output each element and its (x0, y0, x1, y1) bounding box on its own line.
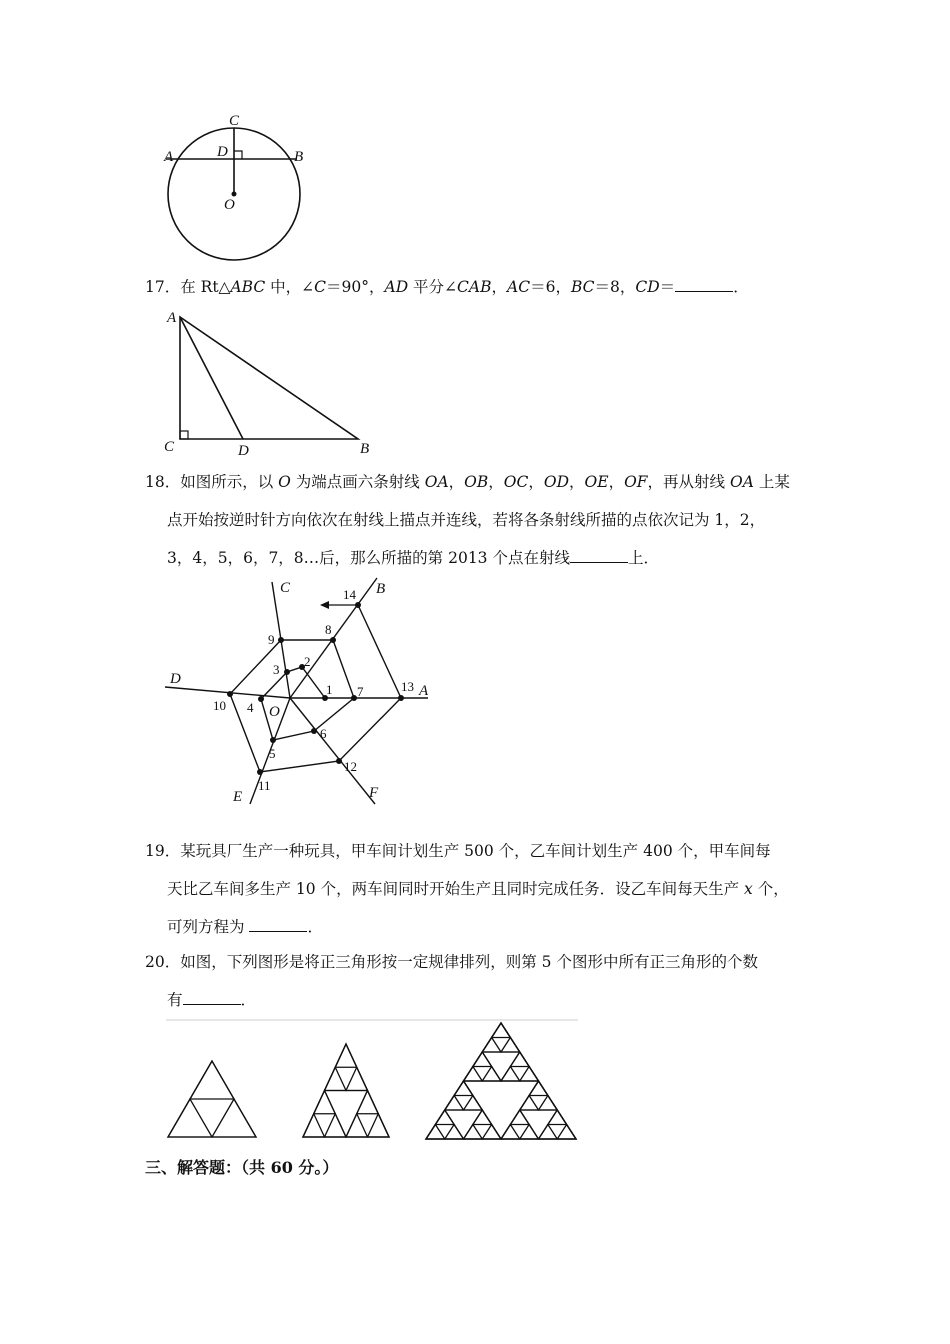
equilateral-triangle (501, 1067, 520, 1082)
q19-text: 天比乙车间多生产 10 个，两车间同时开始生产且同时完成任务．设乙车间每天生产 (167, 880, 745, 898)
equilateral-triangle (314, 1091, 336, 1114)
q20-line-2 (145, 981, 758, 1019)
equilateral-triangle (168, 1099, 212, 1137)
point-11 (257, 769, 263, 775)
equilateral-triangle (445, 1096, 464, 1111)
q19-line-1: 19．某玩具厂生产一种玩具，甲车间计划生产 500 个，乙车间计划生产 400 个，甲车间每 (145, 842, 771, 860)
q20-text: 有 (167, 991, 183, 1009)
right-angle-mark (234, 151, 242, 159)
equilateral-triangle (445, 1125, 464, 1140)
label-o: O (269, 704, 280, 720)
q18-text: ， (608, 473, 625, 491)
triangle-figure (160, 305, 380, 455)
q18-oc: OC (503, 473, 529, 491)
point-10 (227, 691, 233, 697)
q17-ac: AC (507, 278, 531, 296)
q19-x: x (744, 880, 753, 898)
pattern-stage-1 (168, 1061, 256, 1137)
q18-text: 3，4，5，6，7，8…后，那么所描的第 2013 个点在射线 (167, 549, 570, 567)
q17-text: ， (491, 278, 508, 296)
label-c: C (229, 113, 240, 129)
answer-blank-19[interactable] (249, 916, 307, 932)
equilateral-triangle (492, 1023, 511, 1038)
q17-c: C (314, 278, 327, 296)
circle-figure (160, 105, 310, 265)
equilateral-triangle (190, 1061, 234, 1099)
label-c: C (280, 580, 291, 596)
answer-blank-20[interactable] (183, 989, 241, 1005)
equilateral-triangle (539, 1125, 558, 1140)
q18-text: ， (488, 473, 504, 491)
arrow-head (320, 601, 329, 609)
q17-cab: CAB (457, 278, 492, 296)
number-6: 6 (320, 726, 327, 741)
equilateral-triangle (482, 1067, 501, 1082)
q17-line (145, 268, 749, 306)
equilateral-triangle (520, 1096, 539, 1111)
label-f: F (369, 785, 379, 801)
point-6 (311, 728, 317, 734)
equilateral-triangle (435, 1110, 454, 1125)
q19-line-2 (145, 870, 789, 908)
point-9 (278, 637, 284, 643)
q18-of: OF (624, 473, 648, 491)
q17-text: ＝6， (530, 278, 571, 296)
triangle-pattern-figure (160, 1015, 585, 1145)
number-10: 10 (213, 698, 226, 713)
point-5 (270, 737, 276, 743)
q18-line-2: 点开始按逆时针方向依次在射线上描点并连线，若将各条射线所描的点依次记为 1，2， (167, 511, 766, 529)
q19-line-3 (145, 908, 789, 946)
q18-od: OD (543, 473, 570, 491)
equilateral-triangle (464, 1125, 483, 1140)
q17-ad: AD (384, 278, 409, 296)
equilateral-triangle (501, 1125, 520, 1140)
point-8 (330, 637, 336, 643)
point-4 (258, 696, 264, 702)
label-a: A (164, 149, 174, 165)
q17-bc: BC (570, 278, 595, 296)
number-9: 9 (268, 632, 275, 647)
point-14 (355, 602, 361, 608)
number-13: 13 (401, 679, 414, 694)
right-angle-mark (180, 431, 188, 439)
equilateral-triangle (368, 1114, 390, 1137)
q20-text: ． (240, 991, 257, 1009)
q18-oe: OE (584, 473, 609, 491)
q18-oa2: OA (729, 473, 754, 491)
center-point (232, 192, 237, 197)
segment-ad (180, 317, 243, 439)
q19-text: 可列方程为 (167, 918, 250, 936)
question-19 (145, 832, 789, 946)
equilateral-triangle (473, 1110, 492, 1125)
equilateral-triangle (539, 1096, 558, 1111)
q18-oa: OA (424, 473, 449, 491)
equilateral-triangle (357, 1091, 379, 1114)
number-1: 1 (326, 682, 333, 697)
equilateral-triangle (325, 1067, 347, 1090)
equilateral-triangle (335, 1044, 357, 1067)
rays-figure (160, 570, 440, 810)
q18-text: 上． (627, 549, 659, 567)
label-b: B (294, 149, 304, 165)
equilateral-triangle (557, 1125, 576, 1140)
q17-text: ＝ (659, 278, 676, 296)
q19-text: 个， (752, 880, 789, 898)
number-11: 11 (258, 778, 271, 793)
label-o: O (224, 197, 235, 213)
spiral-path (230, 605, 401, 772)
q17-abc: ABC (230, 278, 266, 296)
question-18 (145, 463, 790, 577)
equilateral-triangle (482, 1038, 501, 1053)
equilateral-triangle (426, 1125, 445, 1140)
equilateral-triangle (548, 1110, 567, 1125)
q18-o: O (278, 473, 291, 491)
label-b: B (360, 441, 370, 455)
ray-of (290, 698, 375, 804)
number-12: 12 (344, 759, 357, 774)
q17-text: 平分∠ (408, 278, 458, 296)
equilateral-triangle (520, 1125, 539, 1140)
number-4: 4 (247, 700, 254, 715)
label-e: E (233, 789, 243, 805)
equilateral-triangle (529, 1081, 548, 1096)
equilateral-triangle (482, 1125, 501, 1140)
label-d: D (170, 671, 181, 687)
q18-text: 为端点画六条射线 (290, 473, 425, 491)
equilateral-triangle (303, 1114, 325, 1137)
point-3 (284, 669, 290, 675)
q19-text: ． (307, 918, 323, 936)
equilateral-triangle (464, 1067, 483, 1082)
number-14: 14 (343, 587, 356, 602)
q17-text: ＝90°， (326, 278, 385, 296)
number-7: 7 (357, 684, 364, 699)
q18-text: ， (528, 473, 544, 491)
q17-cd: CD (635, 278, 660, 296)
q18-text: ， (569, 473, 585, 491)
number-2: 2 (304, 654, 311, 669)
q18-ob: OB (464, 473, 489, 491)
equilateral-triangle (346, 1114, 368, 1137)
answer-blank-17[interactable] (675, 276, 733, 292)
number-5: 5 (269, 746, 276, 761)
question-20 (145, 943, 758, 1019)
number-3: 3 (273, 662, 280, 677)
equilateral-triangle (325, 1114, 347, 1137)
equilateral-triangle (510, 1052, 529, 1067)
equilateral-triangle (346, 1067, 368, 1090)
pattern-stage-2 (303, 1044, 389, 1137)
label-a: A (419, 683, 429, 699)
equilateral-triangle (454, 1081, 473, 1096)
pattern-stage-3 (426, 1023, 576, 1139)
point-13 (398, 695, 404, 701)
label-d: D (217, 144, 228, 160)
triangle-abc (180, 317, 358, 439)
q18-text: 18．如图所示，以 (145, 473, 279, 491)
q17-text: ＝8， (594, 278, 636, 296)
label-a: A (167, 310, 177, 326)
q17-text: 17．在 Rt△ (145, 278, 231, 296)
equilateral-triangle (212, 1099, 256, 1137)
question-17 (145, 268, 749, 306)
section-heading: 三、解答题：（共 60 分。） (145, 1158, 339, 1177)
point-12 (336, 758, 342, 764)
label-c: C (164, 439, 175, 455)
equilateral-triangle (520, 1067, 539, 1082)
answer-blank-18[interactable] (570, 547, 628, 563)
q17-text: 中，∠ (265, 278, 315, 296)
q17-text: ． (733, 278, 749, 296)
q18-text: ， (448, 473, 465, 491)
q18-text: ，再从射线 (647, 473, 730, 491)
q18-line-1 (145, 463, 790, 501)
label-d: D (238, 443, 249, 455)
label-b: B (376, 581, 386, 597)
equilateral-triangle (464, 1096, 483, 1111)
equilateral-triangle (501, 1038, 520, 1053)
equilateral-triangle (510, 1110, 529, 1125)
equilateral-triangle (473, 1052, 492, 1067)
q18-text: 上某 (753, 473, 790, 491)
q20-line-1: 20．如图，下列图形是将正三角形按一定规律排列，则第 5 个图形中所有正三角形的个数 (145, 953, 758, 971)
number-8: 8 (325, 622, 332, 637)
